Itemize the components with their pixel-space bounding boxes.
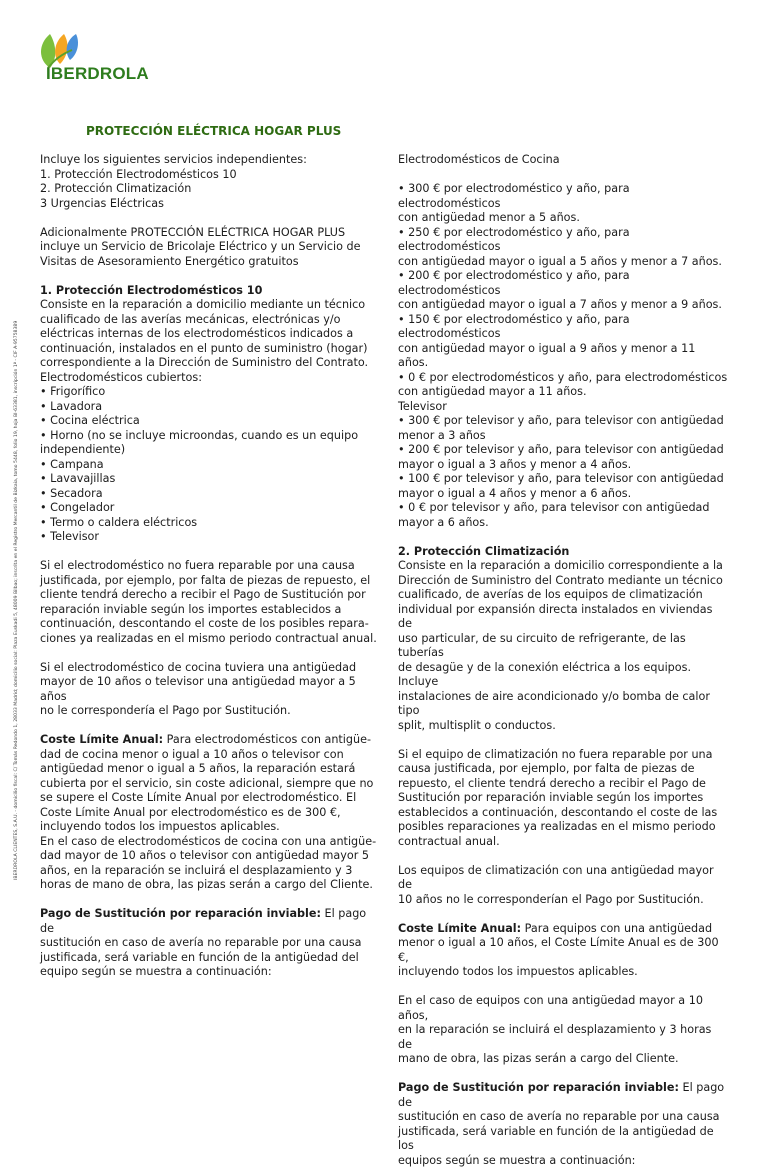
pago-sustitucion-body-line: sustitución en caso de avería no reparable por una causa	[40, 936, 380, 951]
section-2-body-line: individual por expansión directa instalados en viviendas de	[398, 603, 728, 632]
left-column	[40, 153, 380, 980]
section-1-body-line: correspondiente a la Dirección de Suministro del Contrato.	[40, 356, 380, 371]
coste-limite-label: Coste Límite Anual:	[40, 733, 163, 746]
norepair-paragraph-line: Si el electrodoméstico no fuera reparable por una causa	[40, 559, 380, 574]
coste-limite-body	[40, 748, 380, 893]
section-1-body-line: • Lavadora	[40, 400, 380, 415]
age-paragraph-line: Los equipos de climatización con una antigüedad mayor de	[398, 864, 728, 893]
older-equipment-paragraph-line: mano de obra, las pizas serán a cargo del Cliente.	[398, 1052, 728, 1067]
norepair-paragraph-line: justificada, por ejemplo, por falta de piezas de repuesto, el	[40, 574, 380, 589]
norepair-paragraph-line: continuación, descontando el coste de los posibles repara-	[40, 617, 380, 632]
norepair-paragraph	[398, 748, 728, 850]
coste-limite-line	[40, 733, 380, 748]
coste-limite-text: Para equipos con una antigüedad	[521, 922, 712, 935]
section-1-body-line: cualificado de las averías mecánicas, electrónicas y/o	[40, 313, 380, 328]
age-paragraph-line: Si el electrodoméstico de cocina tuviera una antigüedad	[40, 661, 380, 676]
coste-limite-body-line: Coste Límite Anual por electrodoméstico es de 300 €,	[40, 806, 380, 821]
section-1-body-line: Consiste en la reparación a domicilio mediante un técnico	[40, 298, 380, 313]
section-1-body-line: • Televisor	[40, 530, 380, 545]
section-1-body-line: • Congelador	[40, 501, 380, 516]
cocina-list-line: menor a 3 años	[398, 429, 728, 444]
pago-sustitucion-text: El pago de	[398, 1081, 724, 1109]
older-equipment-paragraph	[398, 994, 728, 1067]
coste-limite-label: Coste Límite Anual:	[398, 922, 521, 935]
pago-sustitucion-body	[40, 936, 380, 980]
coste-limite-body-line: dad mayor de 10 años o televisor con antigüedad mayor 5	[40, 849, 380, 864]
cocina-list-line: • 300 € por televisor y año, para televisor con antigüedad	[398, 414, 728, 429]
older-equipment-paragraph-line: En el caso de equipos con una antigüedad mayor a 10 años,	[398, 994, 728, 1023]
norepair-paragraph-line: Si el equipo de climatización no fuera reparable por una	[398, 748, 728, 763]
intro-block-line: 3 Urgencias Eléctricas	[40, 197, 380, 212]
section-1-body	[40, 298, 380, 545]
coste-limite-body-line: incluyendo todos los impuestos aplicables.	[40, 820, 380, 835]
right-column	[398, 153, 728, 1168]
section-2-body-line: Consiste en la reparación a domicilio correspondiente a la	[398, 559, 728, 574]
intro-block-line: Incluye los siguientes servicios independientes:	[40, 153, 380, 168]
cocina-list-line: con antigüedad mayor a 11 años.	[398, 385, 728, 400]
pago-sustitucion-body-line: justificada, será variable en función de la antigüedad de los	[398, 1125, 728, 1154]
section-1-body-line: Electrodomésticos cubiertos:	[40, 371, 380, 386]
section-2-body	[398, 559, 728, 733]
section-1-body-line: • Horno (no se incluye microondas, cuando es un equipo	[40, 429, 380, 444]
coste-limite-body-line: En el caso de electrodomésticos de cocina con una antigüe-	[40, 835, 380, 850]
cocina-list-line: • 100 € por televisor y año, para televisor con antigüedad	[398, 472, 728, 487]
pago-sustitucion-text: El pago de	[40, 907, 366, 935]
pago-sustitucion-body-line: sustitución en caso de avería no reparable por una causa	[398, 1110, 728, 1125]
pago-sustitucion-line	[40, 907, 380, 936]
pago-sustitucion-body-line: equipos según se muestra a continuación:	[398, 1154, 728, 1168]
section-2-body-line: instalaciones de aire acondicionado y/o bomba de calor tipo	[398, 690, 728, 719]
cocina-heading: Electrodomésticos de Cocina	[398, 153, 728, 168]
section-1-body-line: • Frigorífico	[40, 385, 380, 400]
section-2-heading: 2. Protección Climatización	[398, 545, 728, 560]
section-2-body-line: Dirección de Suministro del Contrato mediante un técnico	[398, 574, 728, 589]
age-paragraph-line: no le correspondería el Pago por Sustitución.	[40, 704, 380, 719]
intro-block	[40, 153, 380, 211]
pago-sustitucion-body	[398, 1110, 728, 1168]
section-1-body-line: • Campana	[40, 458, 380, 473]
norepair-paragraph-line: contractual anual.	[398, 835, 728, 850]
norepair-paragraph-line: repuesto, el cliente tendrá derecho a recibir el Pago de	[398, 777, 728, 792]
coste-limite-text: Para electrodomésticos con antigüe-	[163, 733, 371, 746]
cocina-list-line: • 250 € por electrodoméstico y año, para electrodomésticos	[398, 226, 728, 255]
pago-sustitucion-line	[398, 1081, 728, 1110]
cocina-list	[398, 182, 728, 530]
cocina-list-line: • 300 € por electrodoméstico y año, para electrodomésticos	[398, 182, 728, 211]
cocina-list-line: • 0 € por televisor y año, para televisor con antigüedad	[398, 501, 728, 516]
additional-block	[40, 226, 380, 270]
coste-limite-body-line: dad de cocina menor o igual a 10 años o televisor con	[40, 748, 380, 763]
intro-block-line: 2. Protección Climatización	[40, 182, 380, 197]
page-title: PROTECCIÓN ELÉCTRICA HOGAR PLUS	[86, 124, 341, 138]
intro-block-line: 1. Protección Electrodomésticos 10	[40, 168, 380, 183]
coste-limite-body	[398, 936, 728, 980]
age-paragraph-line: 10 años no le corresponderían el Pago por Sustitución.	[398, 893, 728, 908]
norepair-paragraph-line: reparación inviable según los importes establecidos a	[40, 603, 380, 618]
section-1-body-line: independiente)	[40, 443, 380, 458]
norepair-paragraph	[40, 559, 380, 646]
cocina-list-line: • 200 € por electrodoméstico y año, para electrodomésticos	[398, 269, 728, 298]
coste-limite-body-line: años, en la reparación se incluirá el desplazamiento y 3	[40, 864, 380, 879]
norepair-paragraph-line: cliente tendrá derecho a recibir el Pago de Sustitución por	[40, 588, 380, 603]
age-paragraph	[40, 661, 380, 719]
section-1-body-line: continuación, instalados en el punto de suministro (hogar)	[40, 342, 380, 357]
coste-limite-body-line: horas de mano de obra, las pizas serán a cargo del Cliente.	[40, 878, 380, 893]
section-2-body-line: cualificado, de averías de los equipos de climatización	[398, 588, 728, 603]
section-2-body-line: split, multisplit o conductos.	[398, 719, 728, 734]
section-1-body-line: eléctricas internas de los electrodomésticos indicados a	[40, 327, 380, 342]
coste-limite-body-line: antigüedad menor o igual a 5 años, la reparación estará	[40, 762, 380, 777]
cocina-list-line: con antigüedad mayor o igual a 5 años y menor a 7 años.	[398, 255, 728, 270]
legal-text: IBERDROLA CLIENTES, S.A.U. - domicilio fiscal: C/ Tomás Redondo 1, 28033 Madrid; domicilio social: Plaza Euskadi 5, 48009 Bilbao; inscrita en el Registro Mercantil de Bizkaia, tomo 5448, folio 19, hoja BI-63381, inscripción 1ª - CIF A-95758389	[14, 321, 19, 880]
coste-limite-body-line: se supere el Coste Límite Anual por electrodoméstico. El	[40, 791, 380, 806]
cocina-list-line: mayor o igual a 4 años y menor a 6 años.	[398, 487, 728, 502]
norepair-paragraph-line: Sustitución por reparación inviable según los importes	[398, 791, 728, 806]
section-1-heading: 1. Protección Electrodomésticos 10	[40, 284, 380, 299]
coste-limite-body-line: menor o igual a 10 años, el Coste Límite Anual es de 300 €,	[398, 936, 728, 965]
additional-block-line: Adicionalmente PROTECCIÓN ELÉCTRICA HOGAR PLUS	[40, 226, 380, 241]
section-2-body-line: de desagüe y de la conexión eléctrica a los equipos. Incluye	[398, 661, 728, 690]
cocina-list-line: con antigüedad mayor o igual a 7 años y menor a 9 años.	[398, 298, 728, 313]
legal-sidebar	[2, 140, 16, 880]
age-paragraph-line: mayor de 10 años o televisor una antigüedad mayor a 5 años	[40, 675, 380, 704]
age-paragraph	[398, 864, 728, 908]
coste-limite-body-line: cubierta por el servicio, sin coste adicional, siempre que no	[40, 777, 380, 792]
coste-limite-body-line: incluyendo todos los impuestos aplicables.	[398, 965, 728, 980]
norepair-paragraph-line: ciones ya realizadas en el mismo periodo contractual anual.	[40, 632, 380, 647]
pago-sustitucion-label: Pago de Sustitución por reparación inviable:	[40, 907, 321, 920]
pago-sustitucion-label: Pago de Sustitución por reparación inviable:	[398, 1081, 679, 1094]
iberdrola-logo	[36, 30, 166, 86]
section-1-body-line: • Secadora	[40, 487, 380, 502]
pago-sustitucion-body-line: justificada, será variable en función de la antigüedad del	[40, 951, 380, 966]
norepair-paragraph-line: causa justificada, por ejemplo, por falta de piezas de	[398, 762, 728, 777]
cocina-list-line: con antigüedad menor a 5 años.	[398, 211, 728, 226]
cocina-list-line: mayor o igual a 3 años y menor a 4 años.	[398, 458, 728, 473]
cocina-list-line: Televisor	[398, 400, 728, 415]
cocina-list-line: • 0 € por electrodomésticos y año, para electrodomésticos	[398, 371, 728, 386]
pago-sustitucion-body-line: equipo según se muestra a continuación:	[40, 965, 380, 980]
cocina-list-line: • 150 € por electrodoméstico y año, para electrodomésticos	[398, 313, 728, 342]
section-2-body-line: uso particular, de su circuito de refrigerante, de las tuberías	[398, 632, 728, 661]
older-equipment-paragraph-line: en la reparación se incluirá el desplazamiento y 3 horas de	[398, 1023, 728, 1052]
section-1-body-line: • Cocina eléctrica	[40, 414, 380, 429]
norepair-paragraph-line: posibles reparaciones ya realizadas en el mismo periodo	[398, 820, 728, 835]
brand-wordmark: IBERDROLA	[46, 64, 149, 84]
cocina-list-line: con antigüedad mayor o igual a 9 años y menor a 11 años.	[398, 342, 728, 371]
additional-block-line: incluye un Servicio de Bricolaje Eléctrico y un Servicio de	[40, 240, 380, 255]
additional-block-line: Visitas de Asesoramiento Energético gratuitos	[40, 255, 380, 270]
norepair-paragraph-line: establecidos a continuación, descontando el coste de las	[398, 806, 728, 821]
cocina-list-line: • 200 € por televisor y año, para televisor con antigüedad	[398, 443, 728, 458]
cocina-list-line: mayor a 6 años.	[398, 516, 728, 531]
section-1-body-line: • Lavavajillas	[40, 472, 380, 487]
coste-limite-line	[398, 922, 728, 937]
section-1-body-line: • Termo o caldera eléctricos	[40, 516, 380, 531]
